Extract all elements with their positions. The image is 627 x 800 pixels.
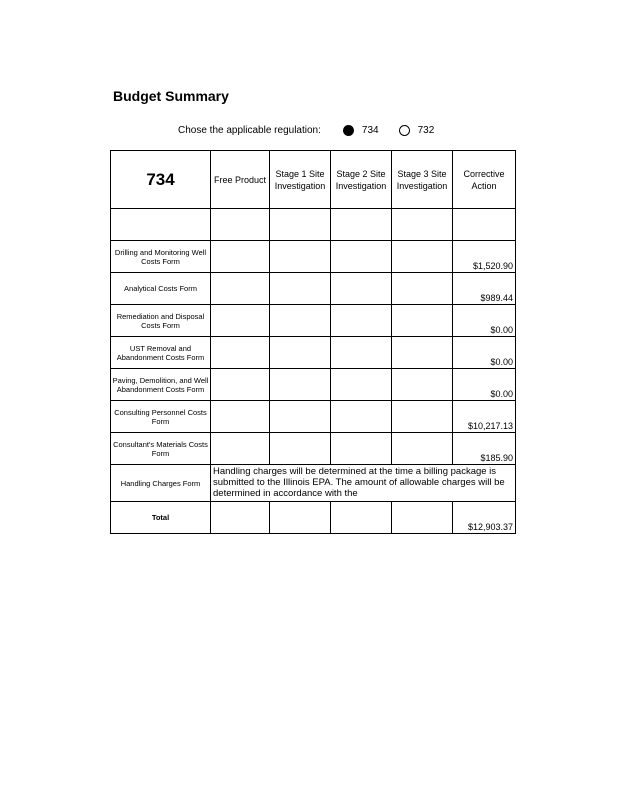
radio-selected-icon[interactable] <box>343 125 354 136</box>
amount-corrective-action[interactable]: $185.90 <box>453 433 516 465</box>
row-label: Analytical Costs Form <box>111 273 211 305</box>
table-row <box>111 337 516 369</box>
row-label: Consulting Personnel Costs Form <box>111 401 211 433</box>
table-row <box>111 433 516 465</box>
regulation-option-label: 732 <box>417 125 435 136</box>
regulation-selector <box>178 125 454 136</box>
header-free-product: Free Product <box>211 151 270 209</box>
total-corrective-action[interactable]: $12,903.37 <box>453 502 516 534</box>
regulation-code: 734 <box>111 151 211 209</box>
regulation-prompt: Chose the applicable regulation: <box>178 125 321 136</box>
table-row <box>111 273 516 305</box>
header-stage-1: Stage 1 Site Investigation <box>270 151 331 209</box>
header-stage-3: Stage 3 Site Investigation <box>392 151 453 209</box>
row-label: Drilling and Monitoring Well Costs Form <box>111 241 211 273</box>
regulation-option-label: 734 <box>361 125 379 136</box>
regulation-option-734[interactable] <box>343 125 379 136</box>
table-row-blank <box>111 209 516 241</box>
total-label: Total <box>111 502 211 534</box>
table-row <box>111 369 516 401</box>
row-label: Remediation and Disposal Costs Form <box>111 305 211 337</box>
row-label: Consultant's Materials Costs Form <box>111 433 211 465</box>
handling-charges-note: Handling charges will be determined at the time a billing package is submitted to the Illinois EPA. The amount of allowable charges will be determined in accordance with the <box>211 465 516 502</box>
table-row-handling <box>111 465 516 502</box>
table-row <box>111 305 516 337</box>
radio-unselected-icon[interactable] <box>399 125 410 136</box>
page-title: Budget Summary <box>113 88 229 104</box>
table-row <box>111 241 516 273</box>
header-stage-2: Stage 2 Site Investigation <box>331 151 392 209</box>
amount-corrective-action[interactable]: $989.44 <box>453 273 516 305</box>
amount-corrective-action[interactable]: $0.00 <box>453 337 516 369</box>
table-row-total <box>111 502 516 534</box>
row-label: Handling Charges Form <box>111 465 211 502</box>
amount-corrective-action[interactable]: $0.00 <box>453 305 516 337</box>
amount-corrective-action[interactable]: $1,520.90 <box>453 241 516 273</box>
row-label: UST Removal and Abandonment Costs Form <box>111 337 211 369</box>
amount-corrective-action[interactable]: $10,217.13 <box>453 401 516 433</box>
table-row <box>111 401 516 433</box>
table-header-row <box>111 151 516 209</box>
row-label: Paving, Demolition, and Well Abandonment Costs Form <box>111 369 211 401</box>
regulation-option-732[interactable] <box>399 125 435 136</box>
header-corrective-action: Corrective Action <box>453 151 516 209</box>
budget-table <box>110 150 516 534</box>
amount-corrective-action[interactable]: $0.00 <box>453 369 516 401</box>
